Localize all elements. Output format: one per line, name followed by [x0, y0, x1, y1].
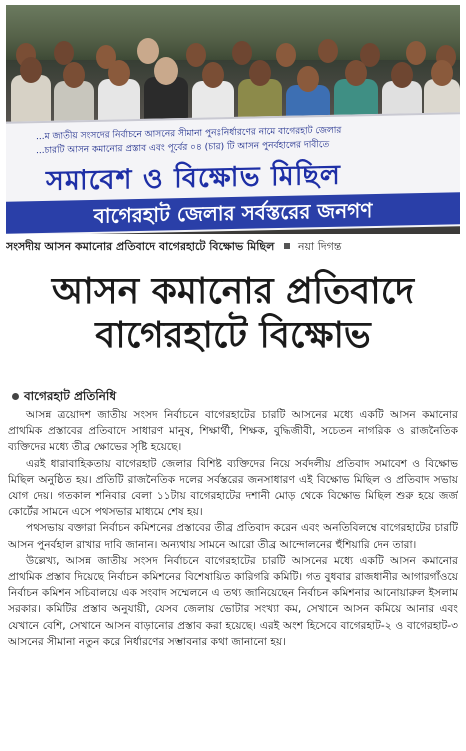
headline-line-1: আসন কমানোর প্রতিবাদে [51, 271, 415, 312]
banner-line-2: ...চারটি আসন কমানোর প্রস্তাব এবং পূর্বের ০৪ (চার) টি আসন পুনর্বহালের দাবীতে [36, 139, 330, 157]
banner-line-1: ...ম জাতীয় সংসদের নির্বাচনে আসনের সীমানা পুনঃনির্ধারণের নামে বাগেরহাট জেলার [36, 125, 342, 143]
protest-banner [6, 112, 460, 234]
news-photo [6, 5, 460, 234]
caption-source: নয়া দিগন্ত [297, 240, 342, 253]
article-paragraph: পথসভায় বক্তারা নির্বাচন কমিশনের প্রস্তাবের তীব্র প্রতিবাদ করেন এবং অনতিবিলম্বে বাগেরহাটের চারটি আসন পুনর্বহাল রাখার দাবি জানান। অন্যথায় সামনে আরো তীব্র আন্দোলনের হুঁশিয়ারি দেন তারা। [8, 522, 458, 551]
byline [12, 388, 116, 408]
article-paragraph: আসন্ন ত্রয়োদশ জাতীয় সংসদ নির্বাচনে বাগেরহাটের চারটি আসনের মধ্যে একটি আসন কমানোর প্রাথমিক প্রস্তাবের প্রতিবাদে সাধারণ মানুষ, শিক্ষার্থী, শিক্ষক, বুদ্ধিজীবী, সচেতন নাগরিক ও রাজনৈতিক ব্যক্তিদের মধ্যে তীব্র ক্ষোভের সৃষ্টি হয়েছে। [8, 409, 458, 454]
article-paragraph: উল্লেখ্য, আসন্ন জাতীয় সংসদ নির্বাচনে বাগেরহাটের চারটি আসনের মধ্যে একটি আসন কমানোর প্রাথমিক প্রস্তাব দিয়েছে নির্বাচন কমিশনের বিশেষায়িত কারিগরি কমিটি। গত বুধবার রাজধানীর আগারগাঁওয়ে নির্বাচন কমিশন সচিবালয়ে এক সংবাদ সম্মেলনে এ তথ্য জানিয়েছেন নির্বাচন কমিশনার আনোয়ারুল ইসলাম সরকার। কমিটির প্রস্তাব অনুযায়ী, যেসব জেলায় ভোটার সংখ্যা কম, সেখানে আসন কমিয়ে আনার এবং যেখানে বেশি, সেখানে আসন বাড়ানোর প্রস্তাব করা হয়েছে। এরই অংশ হিসেবে বাগেরহাট-২ ও বাগেরহাট-৩ আসনের সীমানা নতুন করে নির্ধারণের সম্ভাবনার কথা জানানো হয়। [8, 554, 458, 648]
byline-text: বাগেরহাট প্রতিনিধি [24, 389, 117, 403]
crowd-back-row [16, 38, 456, 69]
banner-sub-text: বাগেরহাট জেলার সর্বস্তরের জনগণ [6, 192, 460, 234]
photo-caption [6, 238, 460, 254]
article-paragraph: এরই ধারাবাহিকতায় বাগেরহাট জেলার বিশিষ্ট ব্যক্তিদের নিয়ে সর্বদলীয় প্রতিবাদ সমাবেশ ও বিক্ষোভ মিছিল অনুষ্ঠিত হয়। প্রতিটি রাজনৈতিক দলের সর্বস্তরের জনসাধারণ এই বিক্ষোভ মিছিল ও প্রতিবাদ সভায় যোগ দেয়। গতকাল শনিবার বেলা ১১টায় বাগেরহাটের দশানী মোড় থেকে বিক্ষোভ মিছিল শুরু হয়ে জর্জ কোর্টের সামনে এসে পথসভার মাধ্যমে শেষ হয়। [8, 457, 458, 519]
banner-main-text: সমাবেশ ও বিক্ষোভ মিছিল [46, 159, 341, 197]
bullet-dot-icon [12, 393, 19, 400]
square-bullet-icon [284, 243, 290, 249]
headline [6, 270, 460, 358]
headline-line-2: বাগেরহাটে বিক্ষোভ [95, 315, 371, 356]
article-body [8, 407, 458, 747]
caption-text: সংসদীয় আসন কমানোর প্রতিবাদে বাগেরহাটে বিক্ষোভ মিছিল [6, 240, 275, 253]
